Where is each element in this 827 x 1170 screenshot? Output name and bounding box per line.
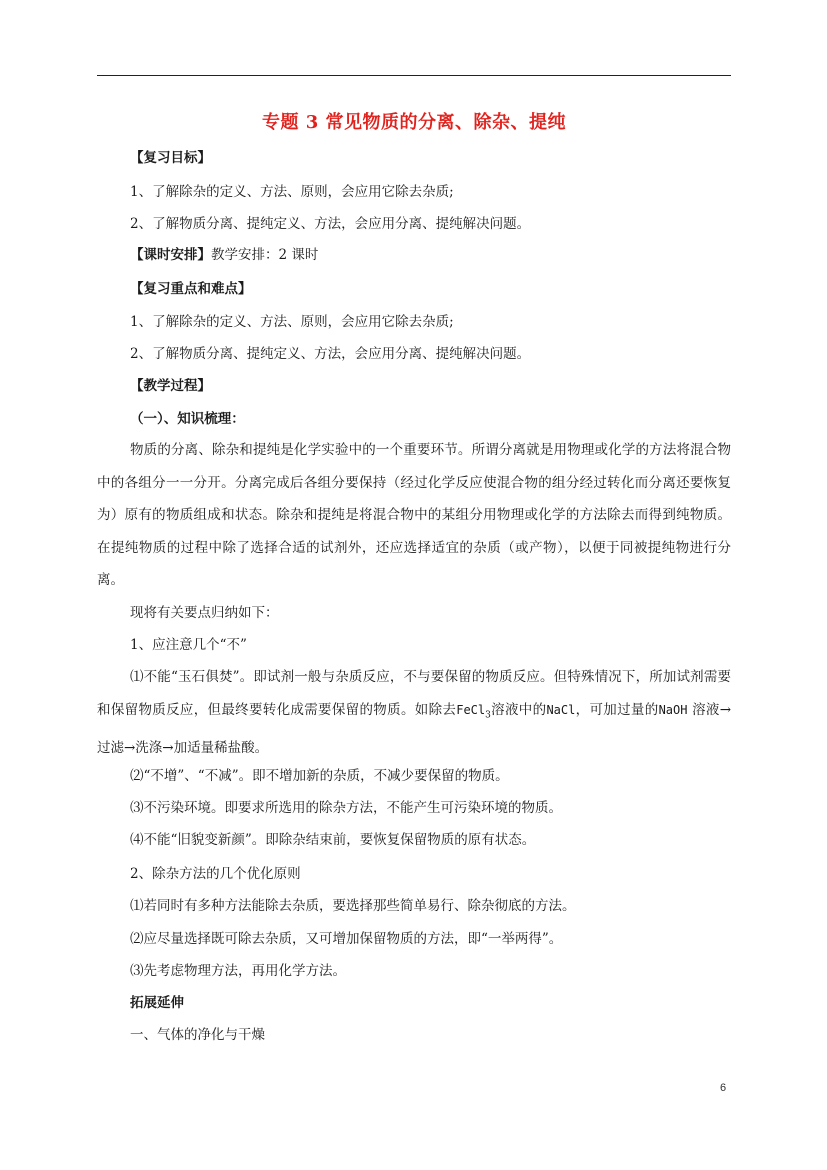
formula-fecl: FeCl bbox=[456, 702, 486, 717]
point-1-a-mid2: ，可加过量的 bbox=[575, 701, 659, 718]
point-1-heading: 1、应注意几个“不” bbox=[130, 637, 247, 653]
extend-item-1: 一、气体的净化与干燥 bbox=[130, 1027, 265, 1043]
section-review-goal: 【复习目标】 bbox=[130, 150, 211, 166]
point-1-a-text: ⑴不能“玉石俱焚”。即试剂一般与杂质反应，不与要保留的物质反应。但特殊情况下，所加试剂需要和保留物质反应，但最终要转化成需要保留的物质。如除去 bbox=[97, 669, 731, 718]
section-process: 【教学过程】 bbox=[130, 378, 211, 394]
point-1-a-mid1: 溶液中的 bbox=[490, 701, 547, 718]
formula-naoh: NaOH bbox=[658, 702, 688, 717]
intro-paragraph: 物质的分离、除杂和提纯是化学实验中的一个重要环节。所谓分离就是用物理或化学的方法将混合物中的各组分一一分开。分离完成后各组分要保持（经过化学反应使混合物的组分经过转化而分离还要恢复为）原有的物质组成和状态。除杂和提纯是将混合物中的某组分用物理或化学的方法除去而得到纯物质。在提纯物质的过程中除了选择合适的试剂外，还应选择适宜的杂质（或产物），以便于同被提纯物进行分离。 bbox=[97, 442, 731, 588]
goal-item-2: 2、了解物质分离、提纯定义、方法，会应用分离、提纯解决问题。 bbox=[130, 216, 531, 232]
page-title: 专题 3 常见物质的分离、除杂、提纯 bbox=[261, 112, 567, 133]
section-extend: 拓展延伸 bbox=[130, 995, 184, 1011]
page-number: 6 bbox=[720, 1082, 727, 1094]
subsection-knowledge: （一）、知识梳理： bbox=[130, 411, 245, 427]
schedule-line bbox=[130, 245, 318, 265]
key-item-1: 1、了解除杂的定义、方法、原则，会应用它除去杂质; bbox=[130, 314, 454, 330]
goal-item-1: 1、了解除杂的定义、方法、原则，会应用它除去杂质; bbox=[130, 184, 454, 200]
formula-subscript: 3 bbox=[485, 710, 491, 721]
point-1-item-a bbox=[97, 661, 731, 764]
point-1-item-c: ⑶不污染环境。即要求所选用的除杂方法，不能产生可污染环境的物质。 bbox=[130, 800, 562, 816]
point-2-item-c: ⑶先考虑物理方法，再用化学方法。 bbox=[130, 963, 346, 979]
section-schedule: 【课时安排】 bbox=[130, 247, 211, 263]
formula-nacl: NaCl bbox=[546, 702, 576, 717]
summary-intro: 现将有关要点归纳如下： bbox=[130, 605, 279, 621]
point-2-item-b: ⑵应尽量选择既可除去杂质，又可增加保留物质的方法，即“一举两得”。 bbox=[130, 931, 563, 947]
header-rule bbox=[97, 75, 731, 76]
schedule-text: 教学安排：2 课时 bbox=[211, 247, 319, 263]
point-2-heading: 2、除杂方法的几个优化原则 bbox=[130, 866, 301, 882]
point-1-item-d: ⑷不能“旧貌变新颜”。即除杂结束前，要恢复保留物质的原有状态。 bbox=[130, 832, 536, 848]
point-2-item-a: ⑴若同时有多种方法能除去杂质，要选择那些简单易行、除杂彻底的方法。 bbox=[130, 898, 576, 914]
point-1-item-b: ⑵“不增”、“不减”。即不增加新的杂质，不减少要保留的物质。 bbox=[130, 768, 509, 784]
section-key-points: 【复习重点和难点】 bbox=[130, 281, 252, 297]
point-1-a-end: 溶液→过滤→洗涤→加适量稀盐酸。 bbox=[97, 701, 732, 756]
key-item-2: 2、了解物质分离、提纯定义、方法，会应用分离、提纯解决问题。 bbox=[130, 346, 531, 362]
